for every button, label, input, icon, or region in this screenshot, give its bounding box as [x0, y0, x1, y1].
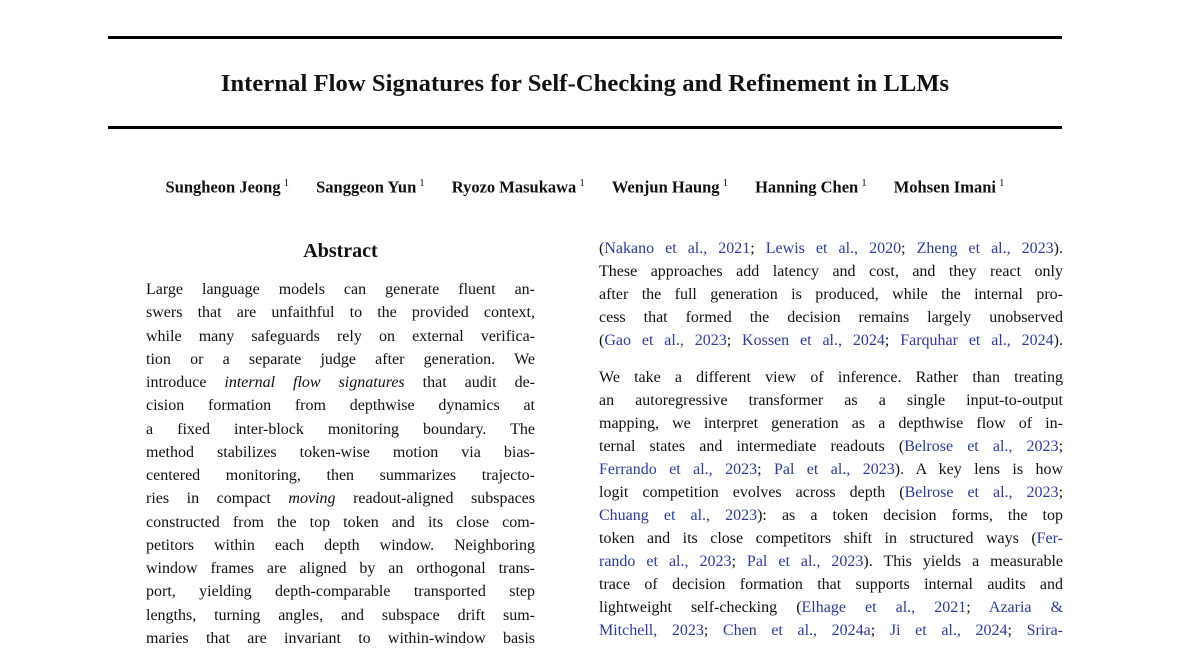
- text-line: [599, 366, 1063, 389]
- text-line: [146, 557, 535, 580]
- text-line: [599, 481, 1063, 504]
- text-line: [146, 511, 535, 534]
- text-line: [146, 627, 535, 650]
- text-span: method stabilizes token-wise motion via bias-: [146, 443, 535, 461]
- right-column: [599, 237, 1063, 642]
- text-span: ;: [870, 622, 890, 639]
- citation-link[interactable]: Nakano et al., 2021: [604, 240, 751, 257]
- citation-link[interactable]: Azaria &: [988, 599, 1064, 616]
- affiliation-mark: 1: [283, 177, 290, 189]
- text-span: that audit de-: [404, 374, 536, 391]
- text-span: ;: [726, 332, 743, 349]
- affiliation-mark: 1: [861, 177, 867, 189]
- text-line: [146, 301, 535, 324]
- text-span: (: [599, 240, 605, 257]
- text-line: [599, 504, 1063, 527]
- author-name: Sanggeon Yun: [316, 177, 417, 197]
- text-span: logit competition evolves across depth (: [599, 484, 905, 501]
- citation-link[interactable]: Pal et al., 2023: [773, 461, 895, 478]
- text-span: lightweight self-checking (: [599, 599, 802, 616]
- abstract-heading: Abstract: [303, 240, 378, 262]
- text-line: [146, 487, 535, 510]
- citation-link[interactable]: Pal et al., 2023: [746, 553, 864, 570]
- text-span: ;: [731, 553, 747, 570]
- text-line: [146, 580, 535, 603]
- text-line: [599, 619, 1063, 642]
- citation-link[interactable]: Gao et al., 2023: [604, 332, 727, 349]
- italic-text: internal flow signatures: [224, 374, 405, 391]
- italic-text: moving: [288, 490, 336, 508]
- text-line: [146, 464, 535, 487]
- text-line: [599, 306, 1063, 329]
- author: [612, 171, 728, 200]
- affiliation-mark: 1: [998, 177, 1005, 189]
- text-span: introduce: [146, 374, 225, 391]
- citation-link[interactable]: Srira-: [1026, 622, 1063, 639]
- citation-link[interactable]: Zheng et al., 2023: [916, 240, 1054, 257]
- text-span: Large language models can generate fluent an-: [146, 281, 535, 298]
- author-name: Sungheon Jeong: [165, 177, 281, 197]
- text-span: constructed from the top token and its close com-: [146, 513, 535, 531]
- citation-link[interactable]: Chen et al., 2024a: [722, 622, 871, 639]
- text-span: window frames are aligned by an orthogonal trans-: [146, 560, 535, 577]
- text-span: (: [599, 332, 605, 349]
- citation-link[interactable]: Ferrando et al., 2023: [599, 461, 758, 478]
- text-line: [146, 325, 535, 348]
- text-span: ;: [901, 240, 917, 257]
- text-line: [599, 389, 1063, 412]
- text-line: [599, 550, 1063, 573]
- text-span: ).: [1053, 332, 1063, 349]
- text-span: an autoregressive transformer as a single input-to-output: [599, 392, 1063, 409]
- text-span: ternal states and intermediate readouts (: [599, 438, 905, 455]
- citation-link[interactable]: Belrose et al., 2023: [904, 484, 1059, 501]
- text-line: [599, 412, 1063, 435]
- text-span: ;: [703, 622, 723, 639]
- paragraph: [599, 366, 1063, 642]
- citation-link[interactable]: Elhage et al., 2021: [801, 599, 967, 616]
- title-rule-top: [108, 36, 1062, 39]
- text-span: while many safeguards rely on external verifica-: [146, 327, 535, 345]
- text-span: tion or a separate judge after generation. We: [146, 350, 535, 368]
- text-span: maries that are invariant to within-window basis: [146, 629, 535, 647]
- paragraph: [599, 237, 1063, 352]
- text-line: [599, 260, 1063, 283]
- citation-link[interactable]: Belrose et al., 2023: [904, 438, 1059, 455]
- citation-link[interactable]: Kossen et al., 2024: [742, 332, 885, 349]
- text-span: cess that formed the decision remains largely unobserved: [599, 309, 1063, 326]
- text-span: readout-aligned subspaces: [335, 490, 535, 508]
- page-title: Internal Flow Signatures for Self-Checking and Refinement in LLMs: [220, 70, 950, 97]
- citation-link[interactable]: Ji et al., 2024: [889, 622, 1008, 639]
- text-span: a fixed inter-block monitoring boundary. The: [146, 420, 535, 438]
- citation-link[interactable]: Lewis et al., 2020: [765, 240, 902, 257]
- affiliation-mark: 1: [579, 177, 585, 189]
- text-span: ;: [1058, 438, 1064, 455]
- title-rule-bottom: [108, 126, 1062, 129]
- text-span: ).: [1053, 240, 1063, 257]
- text-line: [599, 237, 1063, 260]
- text-span: lengths, turning angles, and subspace drift sum-: [146, 606, 535, 624]
- text-line: [146, 418, 535, 441]
- author: [166, 171, 290, 200]
- text-span: port, yielding depth-comparable transported step: [146, 583, 535, 601]
- author: [316, 171, 425, 200]
- authors-line: [108, 171, 1062, 200]
- text-span: These approaches add latency and cost, and they react only: [599, 263, 1063, 280]
- author: [452, 171, 585, 200]
- author-name: Wenjun Haung: [611, 177, 720, 197]
- text-line: [599, 596, 1063, 619]
- text-span: ). A key lens is how: [894, 461, 1064, 478]
- text-span: petitors within each depth window. Neighboring: [146, 536, 535, 554]
- author-name: Mohsen Imani: [893, 177, 996, 197]
- citation-link[interactable]: Chuang et al., 2023: [599, 507, 758, 524]
- text-line: [599, 435, 1063, 458]
- text-span: We take a different view of inference. Rather than treating: [599, 369, 1063, 386]
- text-line: [599, 458, 1063, 481]
- text-span: ries in compact: [146, 490, 289, 508]
- text-span: ;: [750, 240, 766, 257]
- text-line: [599, 527, 1063, 550]
- text-line: [599, 329, 1063, 352]
- text-span: centered monitoring, then summarizes trajecto-: [146, 467, 535, 484]
- text-line: [146, 604, 535, 627]
- abstract-body: [146, 278, 535, 650]
- text-span: swers that are unfaithful to the provided context,: [146, 304, 535, 322]
- text-span: trace of decision formation that supports internal audits and: [599, 576, 1063, 593]
- affiliation-mark: 1: [419, 177, 425, 189]
- text-line: [146, 534, 535, 557]
- citation-link[interactable]: Farquhar et al., 2024: [900, 332, 1054, 349]
- author: [755, 171, 867, 200]
- text-span: mapping, we interpret generation as a depthwise flow of in-: [599, 415, 1063, 432]
- text-span: after the full generation is produced, while the internal pro-: [599, 286, 1063, 303]
- text-span: ;: [1007, 622, 1027, 639]
- citation-link[interactable]: Mitchell, 2023: [599, 622, 704, 639]
- text-line: [146, 348, 535, 371]
- text-line: [146, 394, 535, 417]
- text-span: ): as a token decision forms, the top: [757, 507, 1063, 524]
- text-line: [146, 278, 535, 301]
- text-line: [146, 441, 535, 464]
- text-span: ;: [966, 599, 989, 616]
- text-span: token and its close competitors shift in structured ways (: [599, 530, 1037, 547]
- text-span: ;: [1058, 484, 1064, 501]
- text-span: ). This yields a measurable: [863, 553, 1064, 570]
- citation-link[interactable]: Fer-: [1036, 530, 1063, 547]
- text-line: [599, 573, 1063, 596]
- author: [894, 171, 1005, 200]
- citation-link[interactable]: rando et al., 2023: [599, 553, 732, 570]
- text-span: ;: [757, 461, 774, 478]
- author-name: Ryozo Masukawa: [451, 177, 577, 197]
- text-span: ;: [884, 332, 901, 349]
- author-name: Hanning Chen: [755, 177, 859, 197]
- text-line: [599, 283, 1063, 306]
- affiliation-mark: 1: [722, 177, 729, 189]
- text-line: [146, 371, 535, 394]
- text-span: cision formation from depthwise dynamics at: [146, 397, 535, 415]
